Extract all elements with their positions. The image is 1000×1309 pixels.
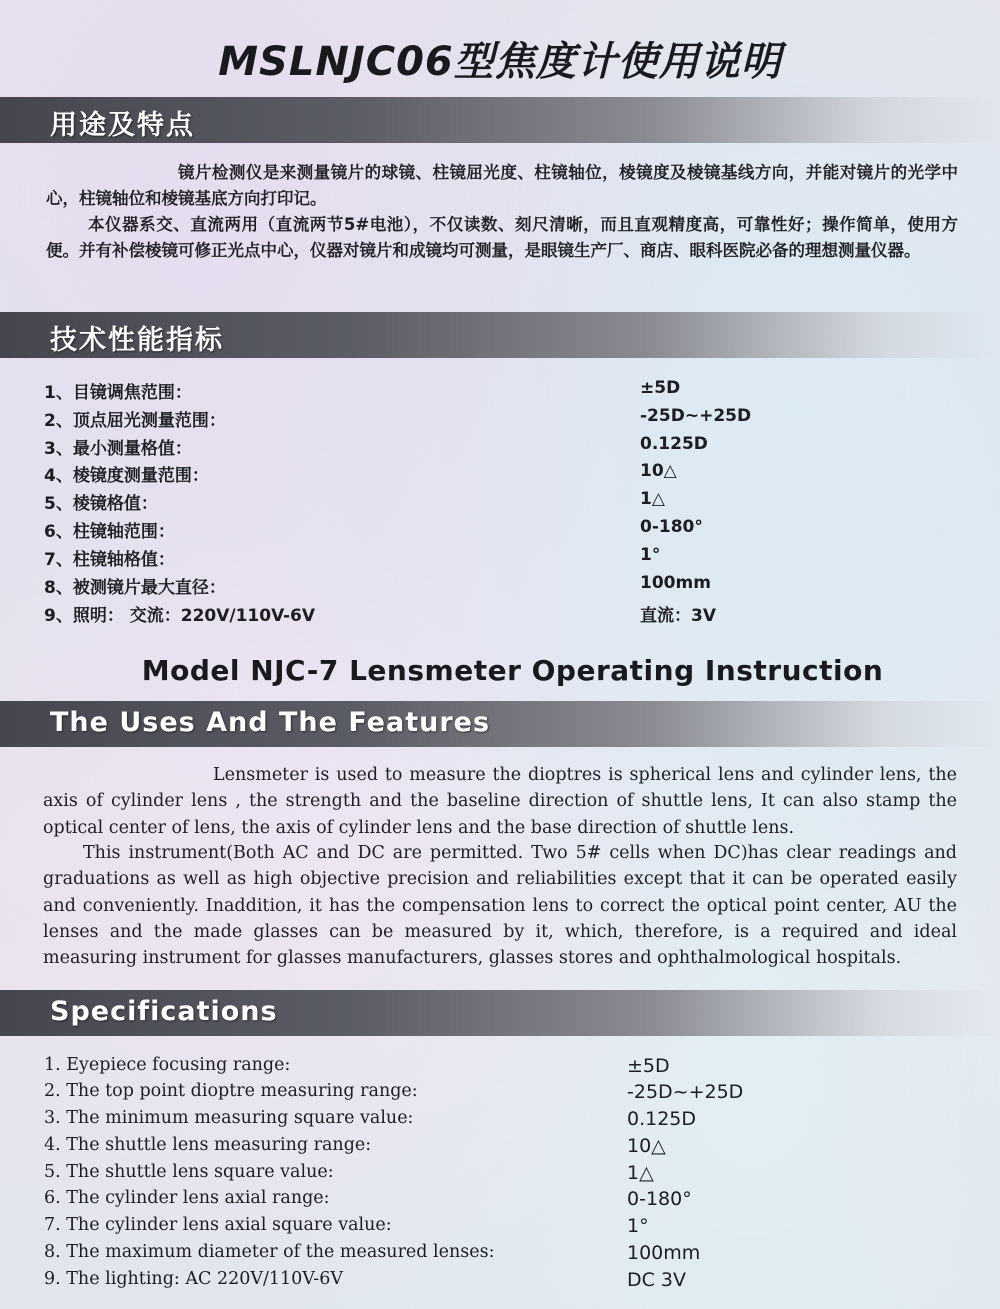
spec-label: 4、棱镜度测量范围： (44, 466, 209, 486)
spec-label: 7. The cylinder lens axial square value: (44, 1215, 392, 1235)
paragraph-cn-2: 本仪器系交、直流两用（直流两节5#电池），不仅读数、刻尺清晰，而且直观精度高，可靠性好；操作简单，使用方便。并有补偿棱镜可修正光点中心，仪器对镜片和成镜均可测量，是眼镜生产厂、商店、眼科医院必备的理想测量仪器。 (46, 215, 958, 260)
spec-value: 直流：3V (640, 606, 716, 626)
spec-row (0, 601, 1000, 629)
spec-label: 4. The shuttle lens measuring range: (44, 1135, 372, 1155)
spec-row (0, 489, 1000, 517)
spec-row (0, 1081, 1000, 1109)
spec-row (0, 1055, 1000, 1083)
paragraph-cn-1: 镜片检测仪是来测量镜片的球镜、柱镜屈光度、柱镜轴位，棱镜度及棱镜基线方向，并能对镜片的光学中心，柱镜轴位和棱镜基底方向打印记。 (46, 163, 958, 208)
section-title: 技术性能指标 (50, 325, 224, 356)
paragraph-en-2: This instrument(Both AC and DC are permitted. Two 5# cells when DC)has clear readings and graduations as well as high objective precision and reliabilities except that it can be operated easily and conveniently. Inaddition, it has the compensation lens to correct the optical point center, AU the lenses and the made glasses can be measured by it, which, therefore, is a required and ideal measuring instrument for glasses manufacturers, glasses stores and ophthalmological hospitals. (43, 843, 957, 969)
spec-value: 1△ (627, 1162, 654, 1184)
spec-value: 0.125D (640, 434, 708, 454)
spec-value: 10△ (640, 461, 677, 481)
spec-value: 100mm (627, 1242, 701, 1264)
spec-row (0, 434, 1000, 462)
spec-value: -25D~+25D (640, 406, 752, 426)
spec-value: 1° (640, 545, 661, 565)
spec-label: 5、棱镜格值： (44, 494, 158, 514)
spec-label: 9、照明： 交流：220V/110V-6V (44, 606, 316, 626)
spec-label: 8、被测镜片最大直径： (44, 578, 226, 598)
spec-row (0, 378, 1000, 406)
model-title: Model NJC-7 Lensmeter Operating Instruction (141, 654, 884, 687)
spec-row (0, 461, 1000, 489)
spec-label: 2、顶点屈光测量范围： (44, 411, 226, 431)
spec-value: 100mm (640, 573, 711, 593)
spec-label: 3、最小测量格值： (44, 439, 192, 459)
spec-label: 6、柱镜轴范围： (44, 522, 175, 542)
spec-row (0, 1188, 1000, 1216)
spec-row (0, 1242, 1000, 1270)
spec-label: 5. The shuttle lens square value: (44, 1162, 334, 1182)
spec-label: 3. The minimum measuring square value: (44, 1108, 414, 1128)
spec-value: -25D~+25D (627, 1081, 744, 1103)
spec-value: 1° (627, 1215, 649, 1237)
spec-row (0, 545, 1000, 573)
section-header-uses-en (0, 701, 1000, 747)
section-title: 用途及特点 (50, 110, 195, 141)
page-title: MSLNJC06型焦度计使用说明 (218, 39, 782, 85)
spec-value: 0-180° (640, 517, 703, 537)
section-header-specs-en (0, 990, 1000, 1036)
paragraph-en-1: Lensmeter is used to measure the dioptres is spherical lens and cylinder lens, the axis of cylinder lens , the strength and the baseline direction of shuttle lens, It can also stamp the optical center of lens, the axis of cylinder lens and the base direction of shuttle lens. (43, 765, 957, 838)
section-header-specs-cn (0, 312, 1000, 358)
section-title: The Uses And The Features (50, 707, 491, 738)
spec-row (0, 517, 1000, 545)
spec-label: 2. The top point dioptre measuring range: (44, 1081, 418, 1101)
spec-label: 1. Eyepiece focusing range: (44, 1055, 291, 1075)
spec-value: DC 3V (627, 1269, 687, 1291)
spec-label: 6. The cylinder lens axial range: (44, 1188, 330, 1208)
spec-row (0, 573, 1000, 601)
section-header-uses-cn (0, 97, 1000, 143)
spec-row (0, 1269, 1000, 1297)
spec-row (0, 1215, 1000, 1243)
spec-label: 9. The lighting: AC 220V/110V-6V (44, 1269, 343, 1289)
spec-row (0, 1108, 1000, 1136)
spec-value: ±5D (627, 1055, 670, 1077)
spec-label: 8. The maximum diameter of the measured lenses: (44, 1242, 495, 1262)
spec-row (0, 1162, 1000, 1190)
spec-value: 0-180° (627, 1188, 692, 1210)
spec-value: 10△ (627, 1135, 666, 1157)
spec-label: 7、柱镜轴格值： (44, 550, 175, 570)
spec-value: 1△ (640, 489, 665, 509)
spec-row (0, 406, 1000, 434)
spec-label: 1、目镜调焦范围： (44, 383, 192, 403)
section-title: Specifications (50, 996, 278, 1027)
spec-row (0, 1135, 1000, 1163)
spec-value: ±5D (640, 378, 681, 398)
spec-value: 0.125D (627, 1108, 697, 1130)
